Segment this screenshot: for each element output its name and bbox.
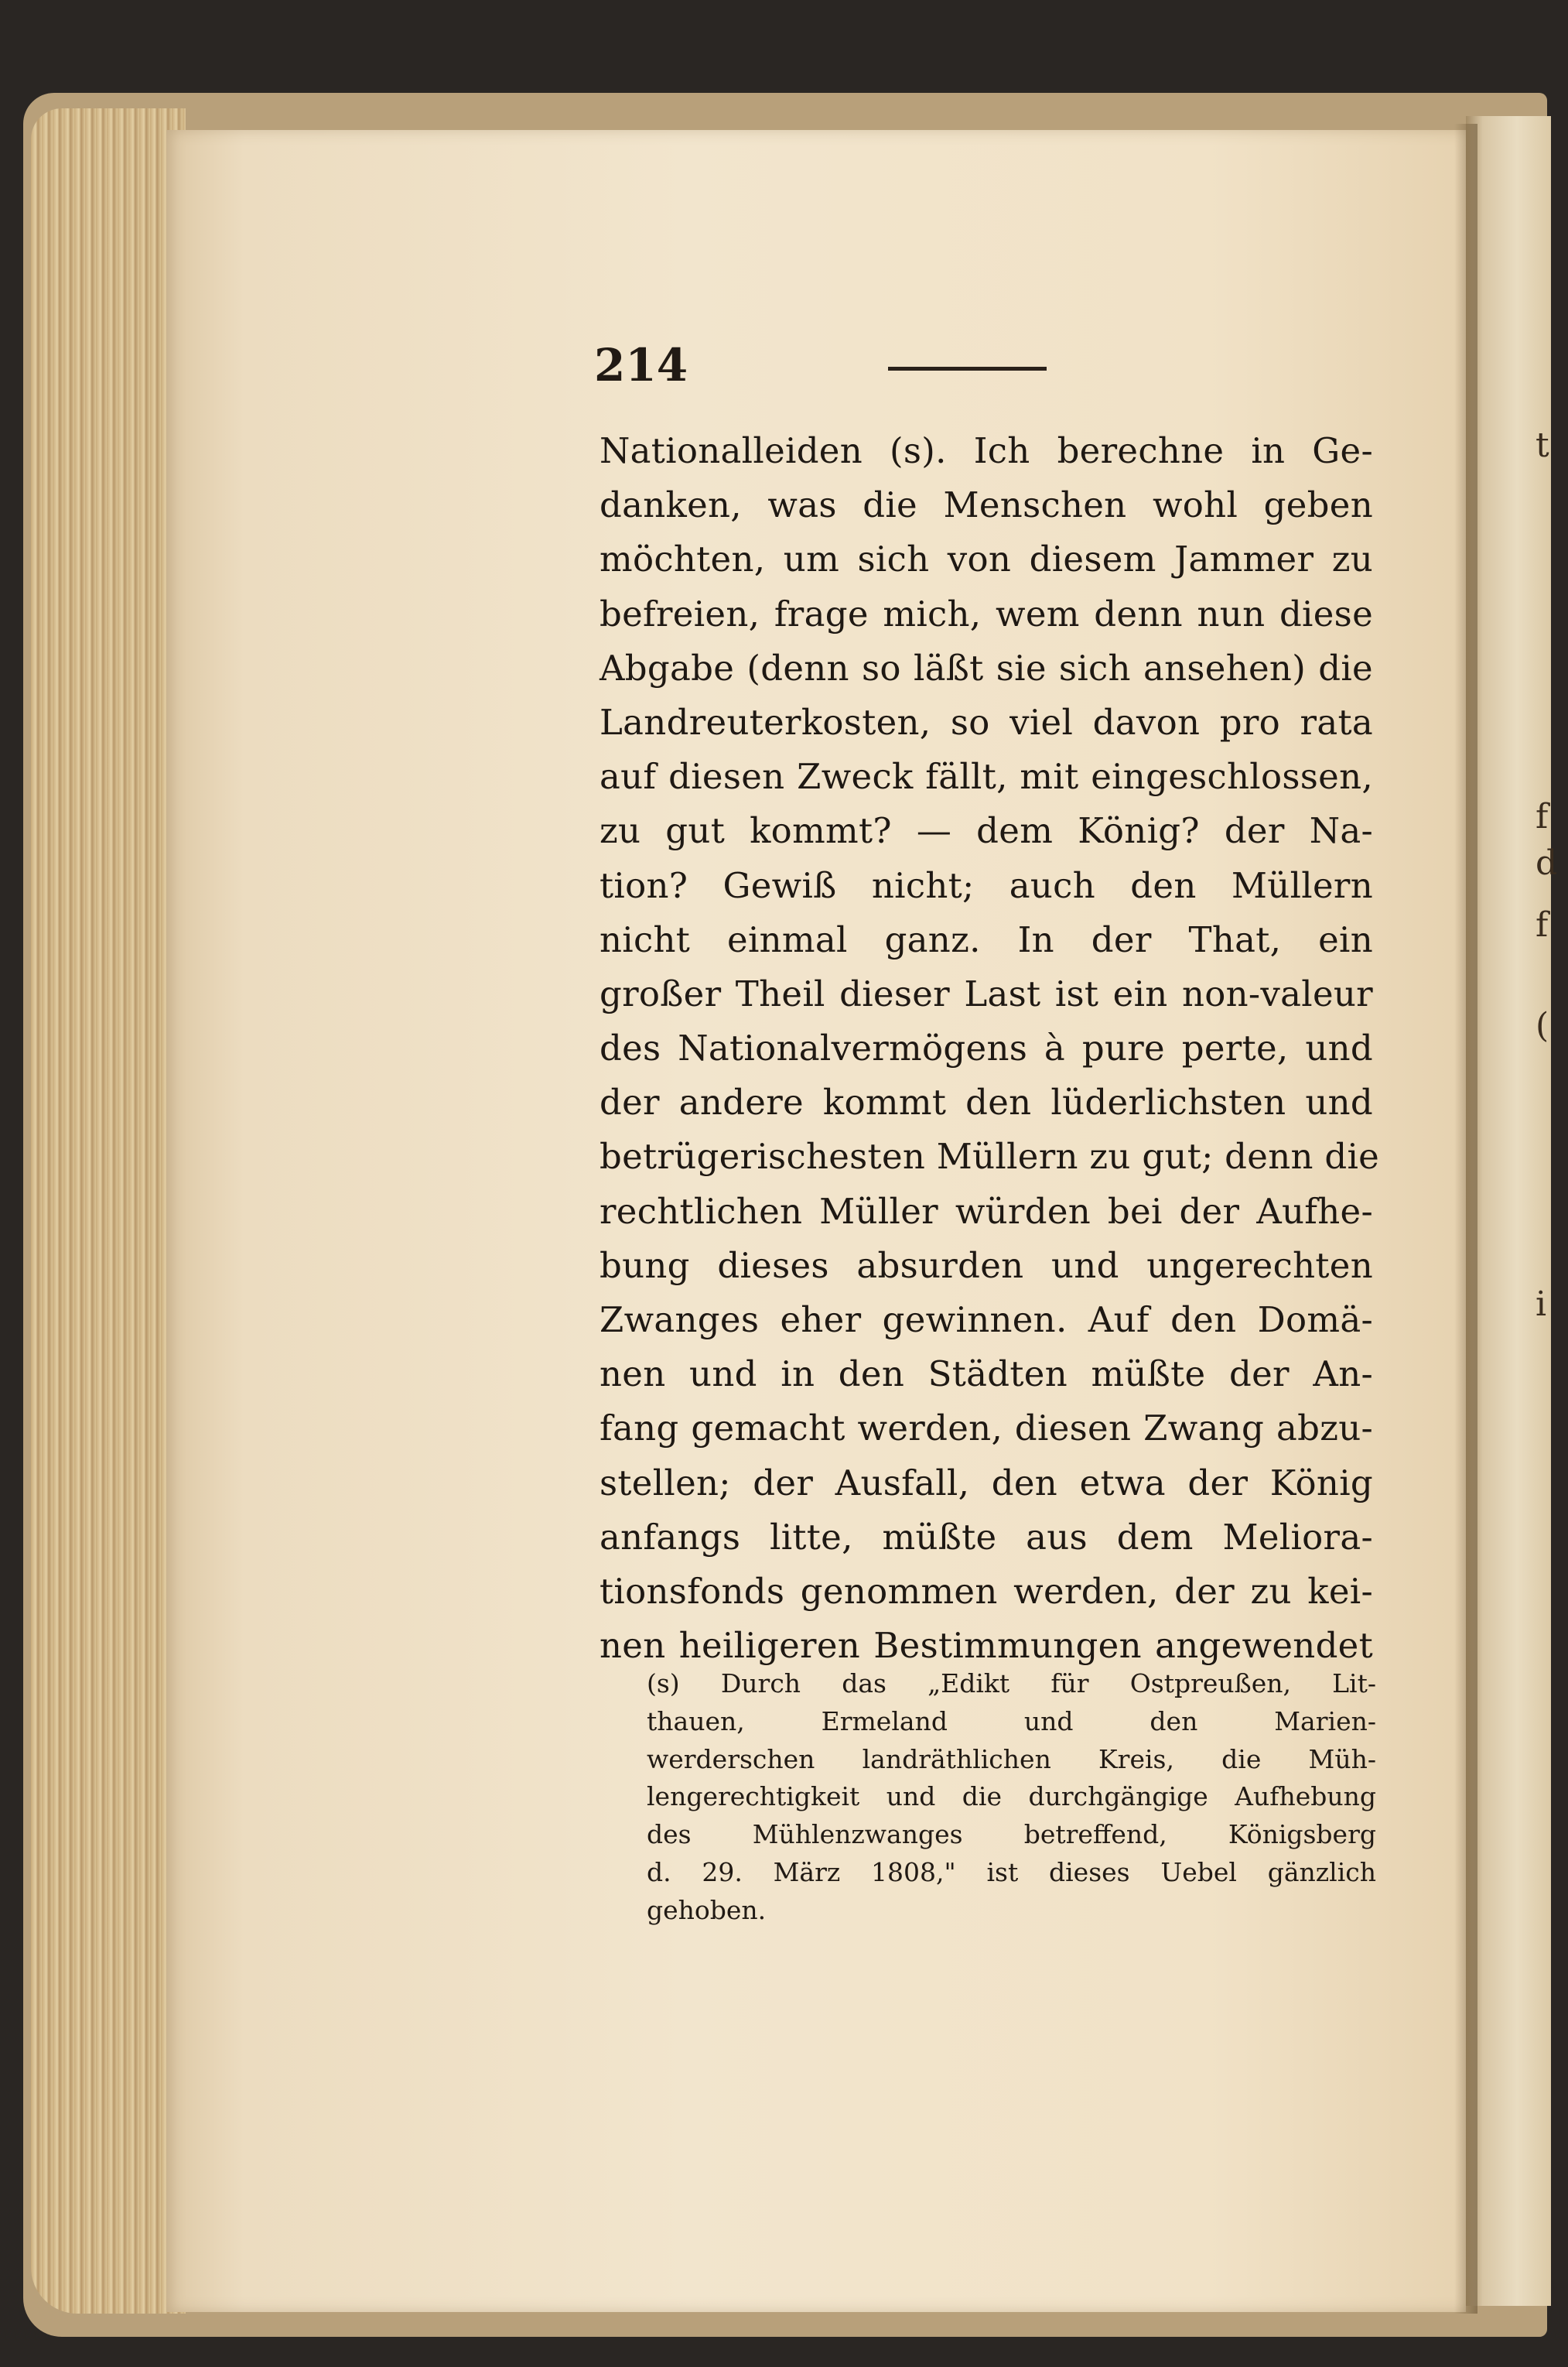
footnote bbox=[647, 1665, 1376, 1930]
text-line: Abgabe (denn so läßt sie sich ansehen) die bbox=[600, 647, 1373, 689]
footnote-line: gehoben. bbox=[647, 1894, 767, 1925]
text-line: nen und in den Städten müßte der An- bbox=[600, 1353, 1373, 1395]
text-line: Landreuterkosten, so viel davon pro rata bbox=[600, 701, 1373, 743]
text-line: bung dieses absurden und ungerechten bbox=[600, 1244, 1373, 1286]
facing-page-fragment: f bbox=[1536, 797, 1549, 836]
text-line: tionsfonds genommen werden, der zu kei- bbox=[600, 1570, 1373, 1612]
text-line: tion? Gewiß nicht; auch den Müllern bbox=[600, 864, 1373, 906]
text-line: rechtlichen Müller würden bei der Aufhe- bbox=[600, 1190, 1373, 1232]
text-line: fang gemacht werden, diesen Zwang abzu- bbox=[600, 1408, 1373, 1449]
text-line: der andere kommt den lüderlichsten und bbox=[600, 1082, 1373, 1124]
text-line: großer Theil dieser Last ist ein non-valeur bbox=[600, 973, 1373, 1014]
text-line: danken, was die Menschen wohl geben bbox=[600, 484, 1373, 526]
page-edges bbox=[31, 108, 186, 2314]
facing-page-fragment: d bbox=[1536, 843, 1558, 883]
text-line: betrügerischesten Müllern zu gut; denn die bbox=[600, 1136, 1380, 1178]
text-line: des Nationalvermögens à pure perte, und bbox=[600, 1028, 1373, 1069]
text-line: befreien, frage mich, wem denn nun diese bbox=[600, 593, 1373, 635]
body-text bbox=[600, 424, 1380, 1673]
text-line: nicht einmal ganz. In der That, ein bbox=[600, 918, 1373, 960]
footnote-line: des Mühlenzwanges betreffend, Königsberg bbox=[647, 1819, 1376, 1850]
header-rule bbox=[888, 367, 1047, 371]
facing-page-fragment: ( bbox=[1536, 1006, 1549, 1045]
text-line: anfangs litte, müßte aus dem Meliora- bbox=[600, 1516, 1373, 1558]
footnote-line: (s) Durch das „Edikt für Ostpreußen, Lit- bbox=[647, 1668, 1376, 1698]
footnote-line: lengerechtigkeit und die durchgängige Aufhebung bbox=[647, 1781, 1376, 1812]
text-line: Nationalleiden (s). Ich berechne in Ge- bbox=[600, 430, 1373, 471]
text-line: auf diesen Zweck fällt, mit eingeschlossen, bbox=[600, 756, 1373, 798]
page-number: 214 bbox=[594, 339, 688, 392]
text-line: Zwanges eher gewinnen. Auf den Domä- bbox=[600, 1299, 1373, 1340]
text-line: zu gut kommt? — dem König? der Na- bbox=[600, 810, 1373, 852]
facing-page-fragment: f bbox=[1536, 905, 1549, 945]
spine-shadow bbox=[1454, 124, 1477, 2314]
facing-page-fragment: t bbox=[1536, 426, 1549, 465]
text-line: nen heiligeren Bestimmungen angewendet bbox=[600, 1625, 1373, 1667]
facing-page-fragment: i bbox=[1536, 1284, 1547, 1324]
footnote-line: werderschen landräthlichen Kreis, die Müh- bbox=[647, 1743, 1376, 1774]
page-header bbox=[594, 339, 1058, 393]
footnote-line: thauen, Ermeland und den Marien- bbox=[647, 1705, 1376, 1736]
text-line: möchten, um sich von diesem Jammer zu bbox=[600, 539, 1373, 580]
text-line: stellen; der Ausfall, den etwa der König bbox=[600, 1462, 1373, 1503]
footnote-line: d. 29. März 1808," ist dieses Uebel gänzlich bbox=[647, 1856, 1376, 1887]
